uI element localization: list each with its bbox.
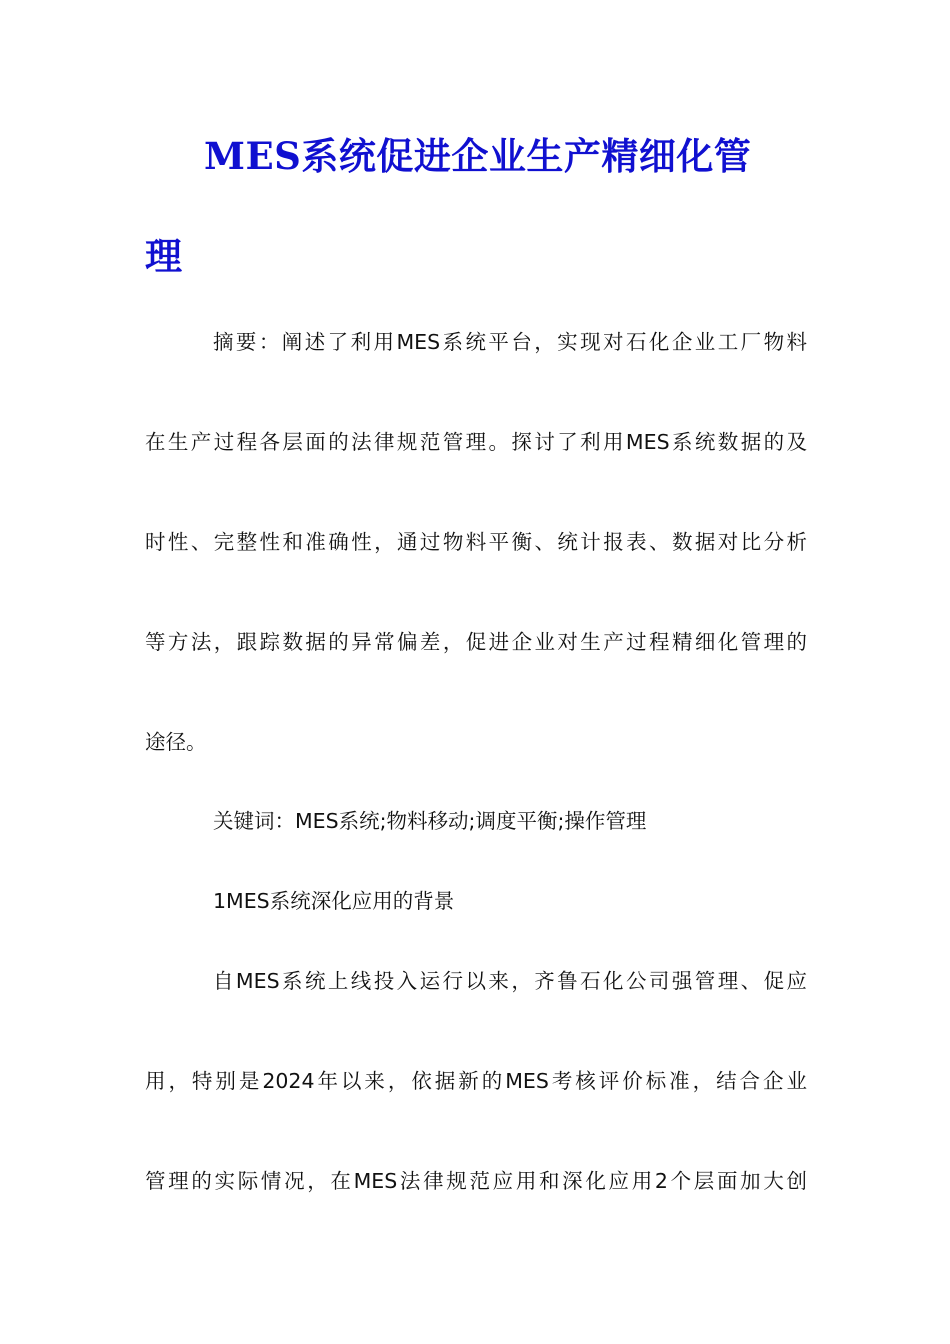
abstract-line-1: 摘要：阐述了利用MES系统平台，实现对石化企业工厂物料 [213, 330, 807, 354]
abstract-line-5: 途径。 [145, 730, 207, 754]
document-title-line-2: 理 [145, 234, 183, 278]
body-line-2: 用，特别是2024年以来，依据新的MES考核评价标准，结合企业 [145, 1069, 807, 1093]
document-title-line-1: MES系统促进企业生产精细化管 [204, 134, 752, 178]
abstract-line-3: 时性、完整性和准确性，通过物料平衡、统计报表、数据对比分析 [145, 530, 807, 554]
abstract-line-4: 等方法，跟踪数据的异常偏差，促进企业对生产过程精细化管理的 [145, 630, 807, 654]
keywords: 关键词：MES系统;物料移动;调度平衡;操作管理 [213, 809, 647, 833]
body-line-1: 自MES系统上线投入运行以来，齐鲁石化公司强管理、促应 [213, 969, 807, 993]
section-heading: 1MES系统深化应用的背景 [213, 889, 455, 913]
abstract-line-2: 在生产过程各层面的法律规范管理。探讨了利用MES系统数据的及 [145, 430, 807, 454]
body-line-3: 管理的实际情况，在MES法律规范应用和深化应用2个层面加大创 [145, 1169, 807, 1193]
